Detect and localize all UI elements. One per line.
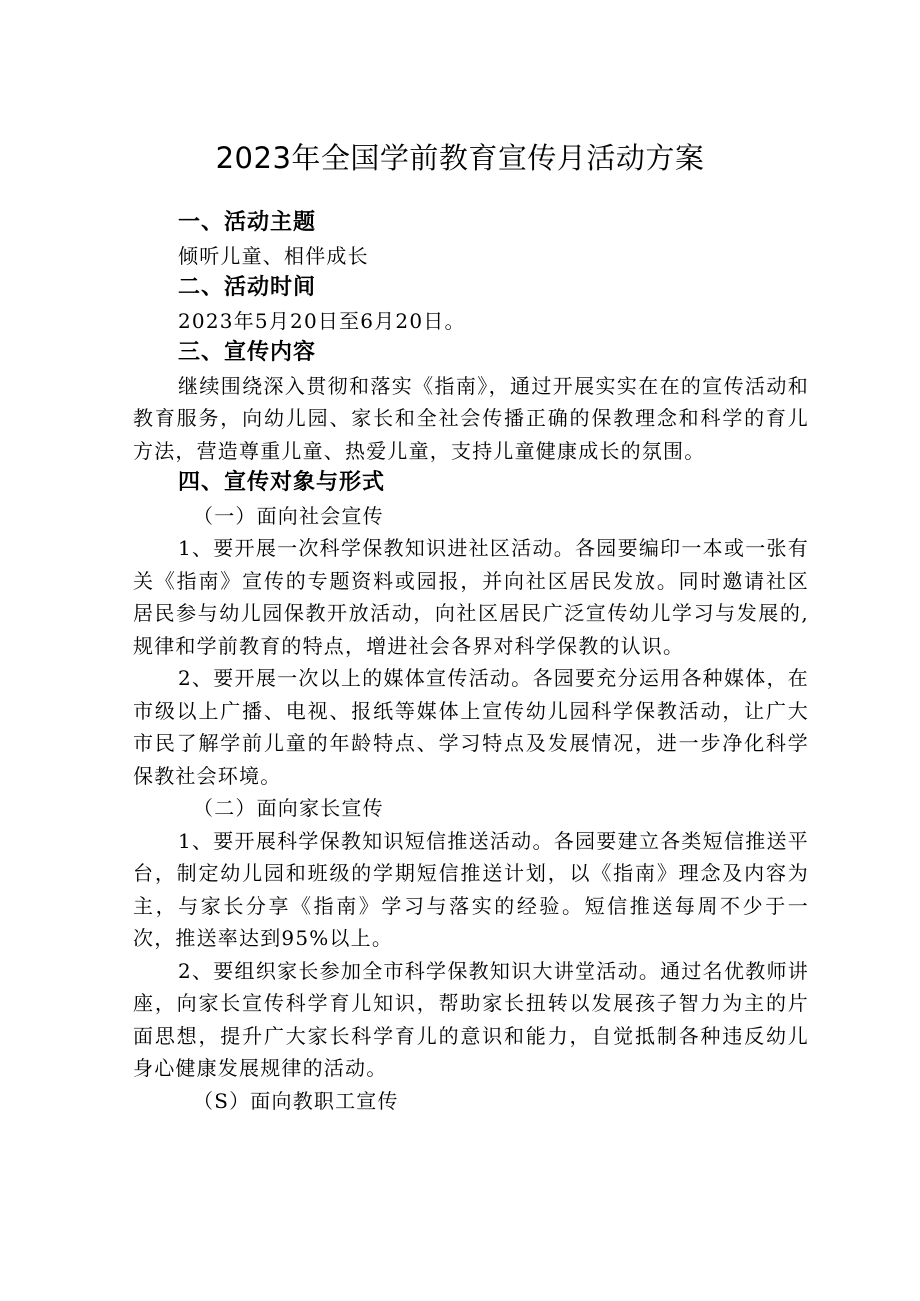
section-heading-targets: 四、宣传对象与形式 [178, 470, 386, 495]
section-heading-content: 三、宣传内容 [178, 340, 317, 365]
section-heading-theme: 一、活动主题 [178, 210, 317, 235]
subheading-parents: （二）面向家长宣传 [193, 796, 384, 820]
society-item-1: 1、要开展一次科学保教知识进社区活动。各园要编印一本或一张有关《指南》宣传的专题资料或园报，并向社区居民发放。同时邀请社区居民参与幼儿园保教开放活动，向社区居民广泛宣传幼儿学习与发展的,规律和学前教育的特点，增进社会各界对科学保教的认识。 [133, 536, 809, 658]
document-title: 2023年全国学前教育宣传月活动方案 [215, 141, 705, 175]
content-paragraph: 继续围绕深入贯彻和落实《指南》，通过开展实实在在的宣传活动和教育服务，向幼儿园、家长和全社会传播正确的保教理念和科学的育儿方法，营造尊重儿童、热爱儿童，支持儿童健康成长的氛围。 [133, 373, 809, 463]
subheading-society: （一）面向社会宣传 [193, 503, 384, 528]
parents-item-1: 1、要开展科学保教知识短信推送活动。各园要建立各类短信推送平台，制定幼儿园和班级的学期短信推送计划，以《指南》理念及内容为主，与家长分享《指南》学习与落实的经验。短信推送每周不少于一次，推送率达到95%以上。 [133, 828, 809, 950]
document-body [133, 207, 809, 1117]
parents-item-2: 2、要组织家长参加全市科学保教知识大讲堂活动。通过名优教师讲座，向家长宣传科学育儿知识，帮助家长扭转以发展孩子智力为主的片面思想，提升广大家长科学育儿的意识和能力，自觉抵制各种违反幼儿身心健康发展规律的活动。 [133, 958, 809, 1080]
subheading-staff: （S）面向教职工宣传 [193, 1088, 399, 1113]
section-heading-time: 二、活动时间 [178, 275, 317, 300]
society-item-2: 2、要开展一次以上的媒体宣传活动。各园要充分运用各种媒体，在市级以上广播、电视、报纸等媒体上宣传幼儿园科学保教活动，让广大市民了解学前儿童的年龄特点、学习特点及发展情况，进一步净化科学保教社会环境。 [133, 666, 809, 788]
time-text: 2023年5月20日至6月20日。 [178, 308, 466, 333]
theme-text: 倾听儿童、相伴成长 [178, 243, 369, 268]
